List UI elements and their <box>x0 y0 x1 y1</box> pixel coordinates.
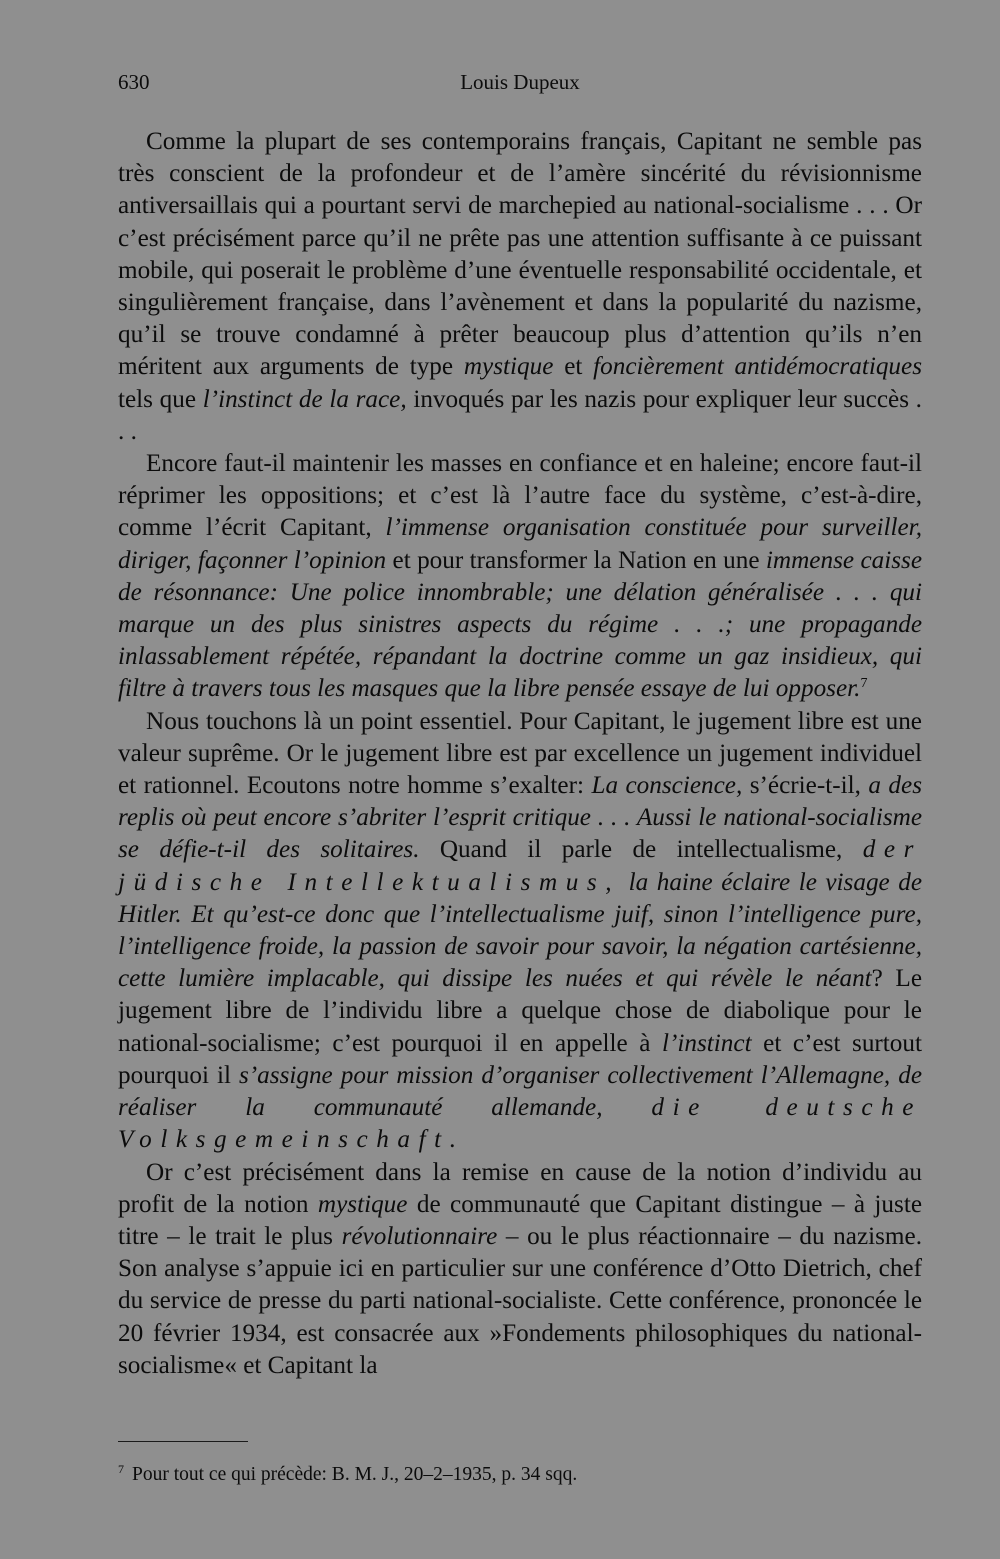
text-run <box>603 1094 652 1121</box>
italic-text: a des replis où peut encore s’abriter l’esprit critique . . . Aussi le national-socialisme se défie-t-il des solitaires. <box>118 772 922 864</box>
italic-text: s’assigne pour mission d’organiser collectivement l’Allemagne, de réaliser la communauté allemande, <box>118 1061 922 1122</box>
text-run: Nous touchons là un point essentiel. Pour Capitant, le jugement libre est une valeur suprême. Or le jugement libre est par excellence un jugement individuel et rationnel. Ecoutons notre homme s’exalter: <box>118 707 922 800</box>
italic-text: mystique <box>463 353 554 381</box>
text-run: – ou le plus réactionnaire – du nazisme. Son analyse s’appuie ici en particulier sur une conférence d’Otto Dietrich, chef du service de presse du parti national-socialiste. Cette conférence, prononcée le 20 février 1934, est consacrée aux »Fondements philosophiques du national-socialisme« et Capitant la <box>118 1222 922 1379</box>
text-run: s’écrie-t-il, <box>742 772 869 800</box>
italic-text: l’instinct <box>662 1029 752 1057</box>
page-header <box>118 70 922 100</box>
text-run: invoqués par les nazis pour expliquer leur succès . . . <box>118 385 922 445</box>
paragraph <box>118 126 922 448</box>
italic-text: la haine éclaire le visage de Hitler. Et qu’est-ce donc que l’intellectualisme juif, sinon l’intelligence pure, l’intelligence froide, la passion de savoir pour savoir, la négation cartésienne, cette lumière implacable, qui dissipe les nuées et qui révèle le néant <box>118 868 922 993</box>
text-run: de communauté que Capitant distingue – à juste titre – le trait le plus <box>118 1190 922 1250</box>
text-run: Or c’est précisément dans la remise en cause de la notion d’individu au profit de la notion <box>118 1158 922 1218</box>
footnote-ref: 7 <box>860 676 868 692</box>
italic-text: révolutionnaire <box>341 1222 498 1250</box>
paragraph <box>118 1157 922 1382</box>
text-run: et <box>553 353 594 381</box>
text-run: Quand il parle de intellectualisme, <box>419 836 863 864</box>
text-run: ? Le jugement libre de l’individu libre a quelque chose de diabolique pour le national-socialisme; c’est pourquoi il en appelle à <box>118 965 922 1057</box>
footnote-marker: 7 <box>118 1462 124 1476</box>
italic-text: l’immense organisation constituée pour surveiller, diriger, façonner l’opinion <box>118 514 922 574</box>
italic-text: foncièrement antidémocratiques <box>593 353 922 381</box>
body-text <box>118 126 922 1382</box>
paragraph <box>118 706 922 1157</box>
running-head: Louis Dupeux <box>460 70 580 94</box>
text-run: Encore faut-il maintenir les masses en confiance et en haleine; encore faut-il réprimer les oppositions; et c’est là l’autre face du système, c’est-à-dire, comme l’écrit Capitant, <box>118 450 922 542</box>
italic-text: der jüdische Intellektualismus, <box>118 836 922 896</box>
footnote <box>118 1456 922 1488</box>
paragraph <box>118 448 922 706</box>
text-run: et pour transformer la Nation en une <box>386 546 766 574</box>
italic-text: mystique <box>317 1190 408 1218</box>
italic-text: die deutsche Volksgemeinschaft. <box>118 1094 922 1154</box>
italic-text: l’instinct de la race, <box>202 385 407 413</box>
footnote-text: Pour tout ce qui précède: B. M. J., 20–2–1935, p. 34 sqq. <box>132 1464 578 1485</box>
italic-text: immense caisse de résonnance: Une police innombrable; une délation généralisée . . . qui marque un des plus sinistres aspects du régime . . .; une propagande inlassablement répétée, répandant la doctrine comme un gaz insidieux, qui filtre à travers tous les masques que la libre pensée essaye de lui opposer. <box>118 546 922 703</box>
italic-text: La conscience, <box>591 772 743 800</box>
footnote-rule <box>118 1441 248 1442</box>
text-run: et c’est surtout pourquoi il <box>118 1029 922 1089</box>
text-run: tels que <box>118 385 203 413</box>
page-number: 630 <box>118 70 150 94</box>
text-run: Comme la plupart de ses contemporains français, Capitant ne semble pas très conscient de la profondeur et de l’amère sincérité du révisionnisme antiversaillais qui a pourtant servi de marchepied au national-socialisme . . . Or c’est précisément parce qu’il ne prête pas une attention suffisante à ce puissant mobile, qui poserait le problème d’une éventuelle responsabilité occidentale, et singulièrement française, dans l’avènement et dans la popularité du nazisme, qu’il se trouve condamné à prêter beaucoup plus d’attention qu’ils n’en méritent aux arguments de type <box>118 128 922 381</box>
